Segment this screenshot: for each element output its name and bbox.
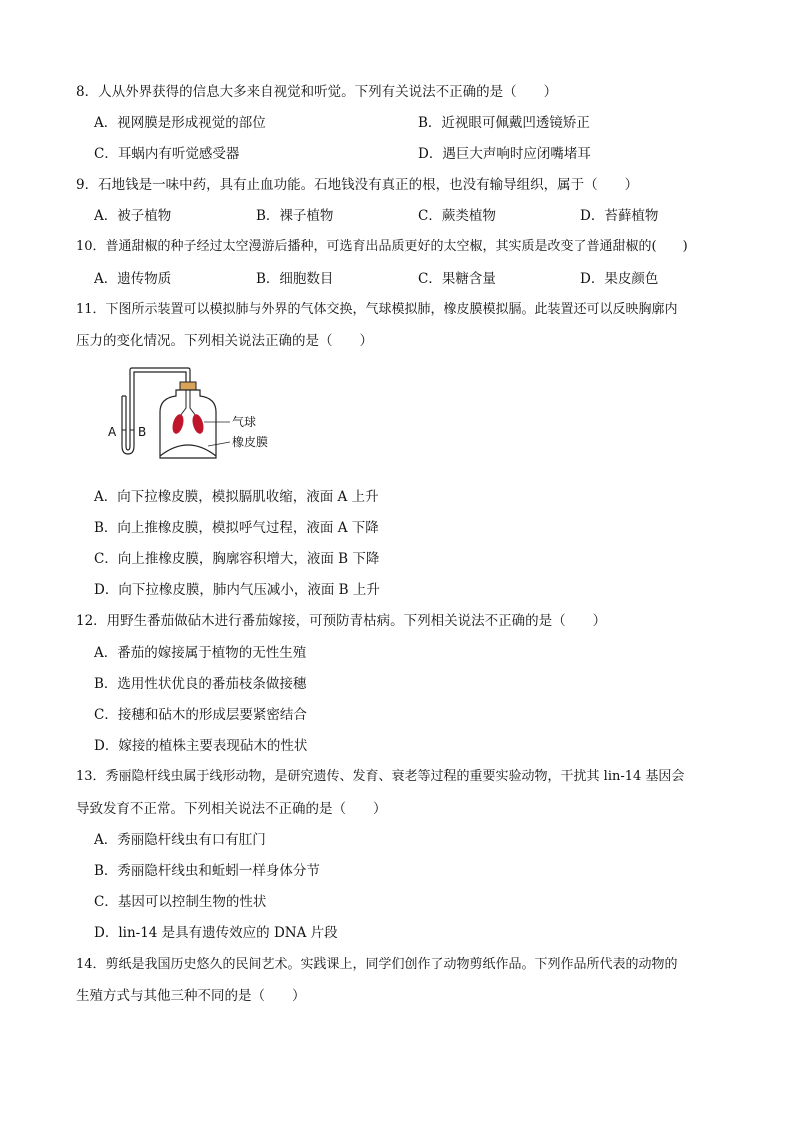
question-12-option-a: A．番茄的嫁接属于植物的无性生殖 [94,645,307,661]
manometer-label-a: A [108,425,117,439]
question-8-stem: 8．人从外界获得的信息大多来自视觉和听觉。下列有关说法不正确的是（ ） [76,84,558,100]
right-balloon [191,413,206,435]
question-9-option-d: D．苔藓植物 [580,208,659,224]
question-11-stem-line1: 11．下图所示装置可以模拟肺与外界的气体交换，气球模拟肺，橡皮膜模拟膈。此装置还可以反映胸廓内 [76,302,678,317]
y-tube [180,390,196,416]
u-tube-manometer [122,368,190,454]
question-13-option-d: D．lin-14 是具有遗传效应的 DNA 片段 [94,925,338,941]
question-13-option-b: B．秀丽隐杆线虫和蚯蚓一样身体分节 [94,863,320,879]
balloon-label: 气球 [232,415,257,429]
question-13-stem-line1: 13．秀丽隐杆线虫属于线形动物，是研究遗传、发育、衰老等过程的重要实验动物，干扰其 lin-14 基因会 [76,769,685,784]
question-13-stem-line2: 导致发育不正常。下列相关说法不正确的是（ ） [76,801,387,817]
question-10-stem: 10．普通甜椒的种子经过太空漫游后播种，可选育出品质更好的太空椒，其实质是改变了普通甜椒的( ) [76,239,688,254]
question-11-option-a: A．向下拉橡皮膜，模拟膈肌收缩，液面 A 上升 [94,489,379,505]
question-12-option-d: D．嫁接的植株主要表现砧木的性状 [94,738,308,754]
question-12-option-c: C．接穗和砧木的形成层要紧密结合 [94,707,307,723]
rubber-membrane [160,445,216,456]
left-balloon [171,413,186,435]
membrane-label: 橡皮膜 [232,435,269,449]
stopper [180,382,196,390]
question-13-option-a: A．秀丽隐杆线虫有口有肛门 [94,832,266,848]
question-9-option-b: B．裸子植物 [256,208,334,224]
question-8-option-c: C．耳蜗内有听觉感受器 [94,146,240,162]
question-11-stem-line2: 压力的变化情况。下列相关说法正确的是（ ） [76,333,373,349]
question-14-stem-line2: 生殖方式与其他三种不同的是（ ） [76,988,306,1004]
question-10-option-d: D．果皮颜色 [580,271,659,287]
question-11-option-d: D．向下拉橡皮膜，肺内气压减小，液面 B 上升 [94,582,380,598]
question-8-option-d: D．遇巨大声响时应闭嘴堵耳 [418,146,591,162]
question-9-option-c: C．蕨类植物 [418,208,496,224]
question-12-option-b: B．选用性状优良的番茄枝条做接穗 [94,676,307,692]
question-11-option-b: B．向上推橡皮膜，模拟呼气过程，液面 A 下降 [94,520,379,536]
question-10-option-a: A．遗传物质 [94,271,172,287]
question-8-option-b: B．近视眼可佩戴凹透镜矫正 [418,115,590,131]
question-10-option-c: C．果糖含量 [418,271,496,287]
question-14-stem-line1: 14．剪纸是我国历史悠久的民间艺术。实践课上，同学们创作了动物剪纸作品。下列作品所代表的动物的 [76,957,678,972]
question-11-option-c: C．向上推橡皮膜，胸廓容积增大，液面 B 下降 [94,551,380,567]
question-13-option-c: C．基因可以控制生物的性状 [94,894,267,910]
manometer-label-b: B [138,425,147,439]
question-12-stem: 12．用野生番茄做砧木进行番茄嫁接，可预防青枯病。下列相关说法不正确的是（ ） [76,613,607,629]
bell-jar [160,390,216,458]
question-9-option-a: A．被子植物 [94,208,172,224]
question-9-stem: 9．石地钱是一味中药，具有止血功能。石地钱没有真正的根，也没有输导组织，属于（ ） [76,177,639,193]
question-10-option-b: B．细胞数目 [256,271,334,287]
question-8-option-a: A．视网膜是形成视觉的部位 [94,115,266,131]
lung-model-apparatus-figure [104,364,294,464]
